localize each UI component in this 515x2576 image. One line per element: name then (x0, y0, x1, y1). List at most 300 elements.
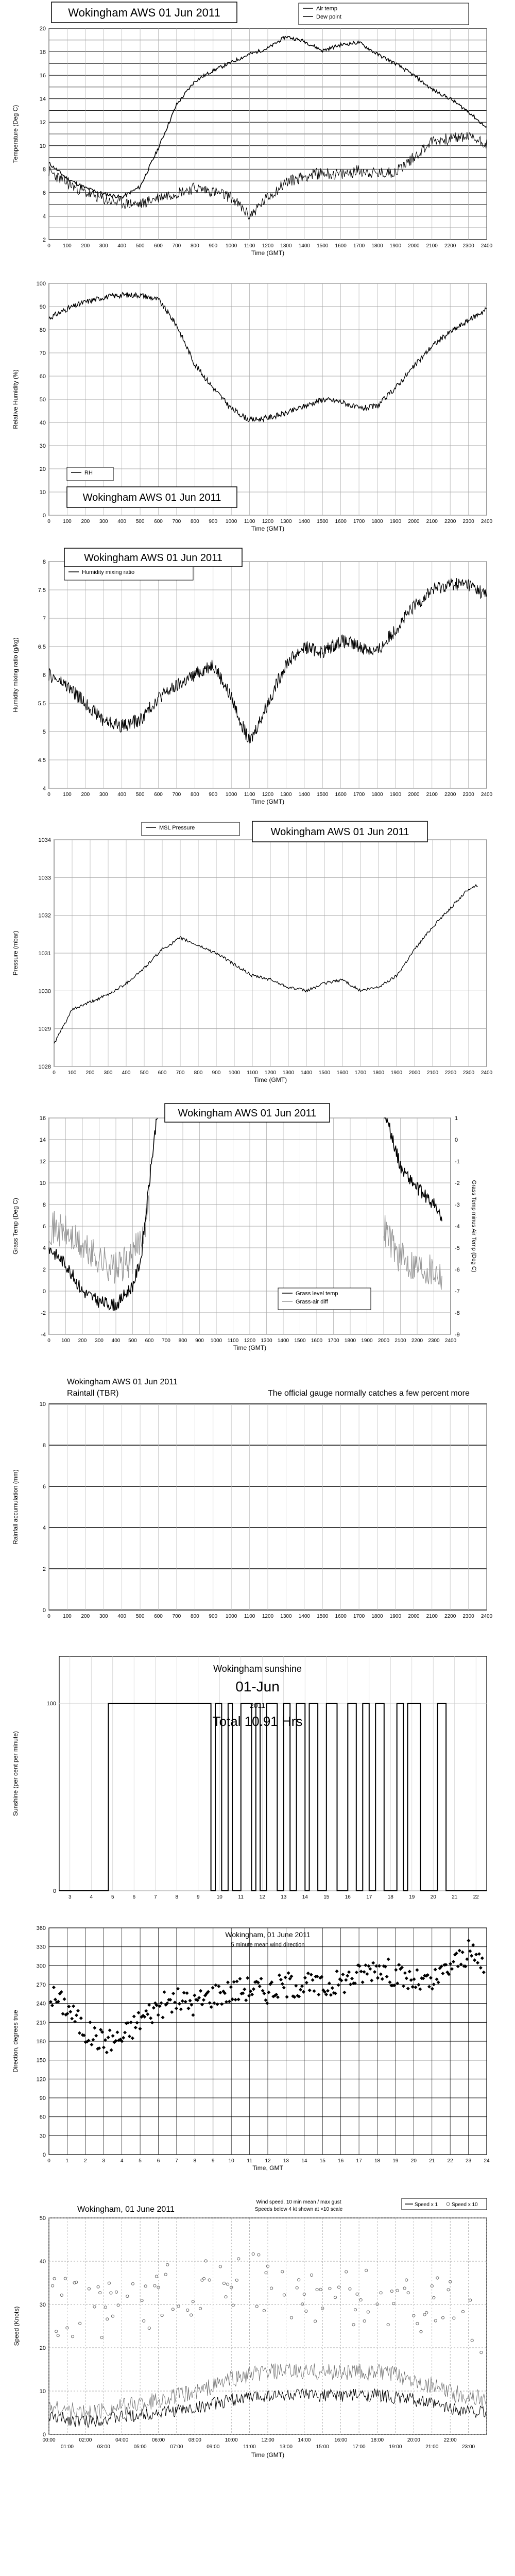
x-axis-label: Time (GMT) (251, 249, 285, 257)
y-tick-label: 8 (42, 1443, 46, 1449)
x-tick-label: 1900 (389, 519, 402, 524)
x-tick-label: 1300 (280, 792, 292, 798)
x-tick-label: 200 (85, 1070, 95, 1076)
x-tick-label: 200 (81, 243, 90, 249)
x-tick-label: 17:00 (352, 2444, 366, 2450)
y-tick-label: 120 (36, 2076, 46, 2083)
y-tick-label: 10 (39, 2388, 46, 2395)
x-tick-label: 19 (392, 2158, 399, 2164)
x-tick-label: 13 (283, 2158, 289, 2164)
x-tick-label: 600 (154, 1614, 163, 1619)
y-tick-label: 16 (39, 73, 46, 79)
x-tick-label: 7 (153, 1894, 157, 1900)
x-tick-label: 500 (135, 792, 145, 798)
x-tick-label: 02:00 (79, 2437, 92, 2443)
y-tick-label: 1031 (38, 951, 51, 957)
y-tick-label: 270 (36, 1982, 46, 1988)
y-tick-label: 90 (39, 304, 46, 310)
chart-title: Wokingham sunshine (213, 1664, 302, 1674)
x-tick-label: 1600 (335, 1614, 347, 1619)
x-tick-label: 2400 (444, 1338, 457, 1344)
x-tick-label: 3 (102, 2158, 106, 2164)
y-tick-label: 2 (42, 1267, 46, 1273)
x-tick-label: 100 (63, 792, 72, 798)
y2-tick-label: -2 (455, 1180, 460, 1187)
x-tick-label: 14 (301, 2158, 307, 2164)
x-tick-label: 1400 (277, 1338, 289, 1344)
y2-tick-label: -4 (455, 1224, 460, 1230)
x-tick-label: 1200 (244, 1338, 256, 1344)
x-tick-label: 700 (172, 243, 181, 249)
x-tick-label: 200 (81, 792, 90, 798)
y-tick-label: 10 (39, 489, 46, 496)
y-tick-label: 40 (39, 2259, 46, 2265)
x-tick-label: 2200 (411, 1338, 423, 1344)
x-tick-label: 0 (47, 2158, 50, 2164)
x-tick-label: 600 (145, 1338, 154, 1344)
y-axis-label: Speed (Knots) (13, 2306, 20, 2346)
temperature-chart-panel (10, 0, 494, 270)
y-tick-label: 7 (42, 616, 46, 622)
chart-subtitle: Wind speed, 10 min mean / max gust (256, 2199, 341, 2205)
x-tick-label: 04:00 (115, 2437, 129, 2443)
y-axis-label: Grass Temp (Deg C) (12, 1198, 19, 1255)
legend-entry: RH (84, 470, 93, 476)
x-tick-label: 1900 (389, 1614, 402, 1619)
x-tick-label: 400 (117, 243, 127, 249)
legend-entry: Grass-air diff (296, 1299, 328, 1305)
x-tick-label: 23 (466, 2158, 472, 2164)
y-tick-label: 7.5 (38, 587, 46, 594)
x-tick-label: 1100 (244, 1614, 255, 1619)
grass-temp-chart (10, 1103, 494, 1368)
x-tick-label: 2 (84, 2158, 87, 2164)
y-axis-label: Sunshine (per cent per minute) (12, 1731, 19, 1816)
x-tick-label: 0 (47, 792, 50, 798)
x-tick-label: 900 (195, 1338, 204, 1344)
y-tick-label: 1029 (38, 1026, 51, 1032)
x-tick-label: 2200 (444, 519, 456, 524)
y-axis-label: Temperature (Deg C) (12, 105, 19, 163)
x-tick-label: 12:00 (261, 2437, 274, 2443)
x-tick-label: 1500 (318, 1070, 331, 1076)
x-tick-label: 2100 (426, 1070, 439, 1076)
x-tick-label: 400 (117, 792, 127, 798)
grass-temp-chart-panel (10, 1103, 494, 1368)
x-tick-label: 2100 (394, 1338, 406, 1344)
y-tick-label: 6.5 (38, 644, 46, 650)
x-tick-label: 1100 (244, 519, 255, 524)
x-tick-label: 0 (53, 1070, 56, 1076)
y2-tick-label: 1 (455, 1115, 458, 1122)
x-tick-label: 2200 (444, 243, 456, 249)
y2-tick-label: -5 (455, 1245, 460, 1251)
x-tick-label: 1100 (247, 1070, 258, 1076)
x-tick-label: 2100 (426, 792, 438, 798)
x-tick-label: 08:00 (188, 2437, 201, 2443)
x-tick-label: 1700 (353, 519, 365, 524)
x-tick-label: 200 (78, 1338, 87, 1344)
x-tick-label: 1500 (317, 243, 329, 249)
y-tick-label: 20 (39, 2345, 46, 2351)
x-tick-label: 9 (196, 1894, 200, 1900)
x-tick-label: 1100 (244, 243, 255, 249)
x-tick-label: 700 (162, 1338, 170, 1344)
x-tick-label: 22:00 (443, 2437, 457, 2443)
x-tick-label: 300 (99, 519, 108, 524)
y-tick-label: 30 (39, 2302, 46, 2308)
x-tick-label: 100 (63, 519, 72, 524)
y-tick-label: 1030 (38, 988, 51, 995)
x-tick-label: 1100 (244, 792, 255, 798)
legend-entry: Humidity mixing ratio (82, 569, 135, 575)
y-tick-label: 10 (39, 1401, 46, 1408)
x-tick-label: 20:00 (407, 2437, 420, 2443)
x-tick-label: 100 (67, 1070, 77, 1076)
x-tick-label: 13:00 (279, 2444, 293, 2450)
x-tick-label: 800 (178, 1338, 187, 1344)
y-tick-label: 0 (42, 2432, 46, 2438)
legend-entry: Dew point (316, 14, 341, 20)
chart-title: Wokingham, 01 June 2011 (225, 1930, 311, 1939)
relative-humidity-chart (10, 276, 494, 546)
x-tick-label: 20 (430, 1894, 436, 1900)
x-tick-label: 1900 (389, 243, 402, 249)
x-tick-label: 2400 (480, 1070, 493, 1076)
x-tick-label: 2000 (408, 1070, 421, 1076)
x-tick-label: 1000 (226, 1614, 237, 1619)
x-tick-label: 16 (338, 2158, 344, 2164)
y-tick-label: 14 (39, 96, 46, 103)
x-tick-label: 100 (63, 243, 72, 249)
chart-year: 2011 (249, 1701, 266, 1709)
y-tick-label: 8 (42, 1202, 46, 1208)
x-tick-label: 500 (128, 1338, 137, 1344)
x-tick-label: 600 (154, 243, 163, 249)
x-tick-label: 1000 (226, 792, 237, 798)
x-tick-label: 1 (65, 2158, 69, 2164)
y-tick-label: 4.5 (38, 757, 46, 764)
x-tick-label: 11 (247, 2158, 252, 2164)
x-tick-label: 18 (374, 2158, 381, 2164)
chart-date: 01-Jun (235, 1679, 280, 1694)
x-tick-label: 1600 (335, 792, 347, 798)
y2-axis-label: Grass Temp minus Air Temp (Deg C) (471, 1180, 477, 1273)
y-tick-label: 210 (36, 2020, 46, 2026)
x-tick-label: 2400 (480, 1614, 493, 1619)
x-tick-label: 6 (132, 1894, 136, 1900)
x-tick-label: 01:00 (60, 2444, 74, 2450)
x-tick-label: 1700 (353, 792, 365, 798)
x-tick-label: 1400 (298, 1614, 310, 1619)
x-tick-label: 700 (172, 519, 181, 524)
y-tick-label: 12 (39, 1159, 46, 1165)
x-tick-label: 800 (194, 1070, 203, 1076)
y-tick-label: 300 (36, 1963, 46, 1970)
x-tick-label: 4 (90, 1894, 93, 1900)
x-tick-label: 21 (429, 2158, 435, 2164)
x-tick-label: 22 (473, 1894, 479, 1900)
y-tick-label: 30 (39, 443, 46, 449)
x-tick-label: 16:00 (334, 2437, 348, 2443)
y-tick-label: 0 (42, 1289, 46, 1295)
chart-title: Wokingham AWS 01 Jun 2011 (84, 552, 222, 564)
y-tick-label: 4 (42, 1245, 46, 1251)
x-tick-label: 18 (387, 1894, 393, 1900)
y-axis-label: Relative Humidity (%) (12, 369, 19, 429)
legend-entry: Air temp (316, 6, 337, 12)
x-tick-label: 2200 (444, 792, 456, 798)
chart-subtitle-2: Speeds below 4 kt shown at ×10 scale (254, 2207, 343, 2212)
x-axis-label: Time (GMT) (251, 2451, 285, 2459)
y-tick-label: 100 (36, 281, 46, 287)
y-tick-label: 0 (42, 2152, 46, 2158)
x-axis-label: Time, GMT (252, 2164, 283, 2172)
x-tick-label: 1500 (317, 1614, 329, 1619)
x-tick-label: 700 (176, 1070, 185, 1076)
legend-entry: Speed x 1 (415, 2202, 438, 2208)
x-tick-label: 17 (356, 2158, 362, 2164)
y-tick-label: 5.5 (38, 701, 46, 707)
x-tick-label: 1700 (353, 243, 365, 249)
x-tick-label: 1900 (361, 1338, 373, 1344)
x-tick-label: 300 (99, 1614, 108, 1619)
x-tick-label: 12 (265, 2158, 271, 2164)
y-tick-label: 14 (39, 1137, 46, 1143)
x-tick-label: 800 (190, 519, 199, 524)
x-tick-label: 1300 (261, 1338, 272, 1344)
x-tick-label: 600 (158, 1070, 167, 1076)
y-tick-label: 8 (42, 166, 46, 173)
legend-entry: Grass level temp (296, 1291, 338, 1297)
x-tick-label: 300 (99, 792, 108, 798)
x-tick-label: 1400 (300, 1070, 313, 1076)
x-tick-label: 16 (345, 1894, 351, 1900)
x-tick-label: 1300 (280, 243, 292, 249)
x-tick-label: 400 (117, 519, 127, 524)
x-tick-label: 03:00 (97, 2444, 110, 2450)
sunshine-chart-panel (10, 1651, 494, 1917)
pressure-chart (10, 819, 494, 1092)
y2-tick-label: -7 (455, 1289, 460, 1295)
x-tick-label: 10 (216, 1894, 222, 1900)
x-tick-label: 200 (81, 1614, 90, 1619)
x-tick-label: 1500 (317, 519, 329, 524)
x-tick-label: 2000 (408, 792, 420, 798)
y2-tick-label: -3 (455, 1202, 460, 1208)
x-tick-label: 2300 (462, 243, 474, 249)
x-tick-label: 1000 (228, 1070, 241, 1076)
y-tick-label: 0 (42, 1607, 46, 1614)
rainfall-chart (10, 1373, 494, 1646)
x-tick-label: 5 (139, 2158, 142, 2164)
x-tick-label: 2000 (377, 1338, 390, 1344)
x-tick-label: 1700 (328, 1338, 339, 1344)
y-tick-label: 1033 (38, 875, 51, 882)
legend-entry: Speed x 10 (452, 2202, 478, 2208)
x-tick-label: 800 (190, 243, 199, 249)
x-tick-label: 13 (281, 1894, 287, 1900)
x-tick-label: 19 (409, 1894, 415, 1900)
y-tick-label: 60 (39, 2114, 46, 2121)
x-tick-label: 6 (157, 2158, 160, 2164)
x-tick-label: 8 (175, 1894, 179, 1900)
x-axis-label: Time (GMT) (251, 525, 285, 532)
x-tick-label: 2100 (426, 519, 438, 524)
temperature-chart (10, 0, 494, 270)
y-tick-label: 10 (39, 143, 46, 149)
x-tick-label: 500 (135, 1614, 145, 1619)
x-tick-label: 00:00 (42, 2437, 56, 2443)
x-tick-label: 24 (484, 2158, 490, 2164)
x-axis-label: Time (GMT) (251, 798, 285, 805)
legend-entry: MSL Pressure (159, 825, 195, 831)
x-tick-label: 800 (190, 792, 199, 798)
x-tick-label: 15 (319, 2158, 325, 2164)
x-tick-label: 1300 (280, 1614, 292, 1619)
x-tick-label: 11 (238, 1894, 244, 1900)
x-tick-label: 700 (172, 792, 181, 798)
wind-direction-chart-panel (10, 1922, 494, 2190)
y-tick-label: 20 (39, 26, 46, 32)
chart-subtitle: 5 minute mean wind direction (231, 1942, 305, 1948)
y-axis-label: Rainfall accumulation (mm) (12, 1469, 19, 1545)
x-tick-label: 1900 (389, 792, 402, 798)
x-tick-label: 2300 (462, 792, 474, 798)
y-tick-label: 1034 (38, 837, 51, 843)
y-tick-label: 10 (39, 1180, 46, 1187)
x-tick-label: 2300 (462, 1070, 475, 1076)
x-tick-label: 1200 (262, 792, 274, 798)
x-tick-label: 0 (47, 1338, 50, 1344)
x-tick-label: 1700 (353, 1614, 365, 1619)
y-tick-label: 150 (36, 2057, 46, 2064)
x-tick-label: 1200 (264, 1070, 277, 1076)
x-tick-label: 2400 (480, 792, 493, 798)
y-tick-label: 6 (42, 1484, 46, 1490)
y-tick-label: 18 (39, 49, 46, 56)
x-tick-label: 100 (63, 1614, 72, 1619)
x-tick-label: 0 (47, 1614, 50, 1619)
x-tick-label: 14:00 (298, 2437, 311, 2443)
y-tick-label: -2 (41, 1310, 46, 1316)
x-tick-label: 400 (111, 1338, 121, 1344)
y-tick-label: 330 (36, 1944, 46, 1951)
y-tick-label: 0 (42, 513, 46, 519)
x-tick-label: 18:00 (370, 2437, 384, 2443)
y-tick-label: 4 (42, 1525, 46, 1531)
x-tick-label: 17 (366, 1894, 372, 1900)
y-tick-label: 2 (42, 1566, 46, 1572)
x-tick-label: 2100 (426, 243, 438, 249)
x-tick-label: 14 (302, 1894, 308, 1900)
rainfall-chart-panel (10, 1373, 494, 1646)
y-tick-label: 100 (46, 1701, 56, 1707)
y2-tick-label: 0 (455, 1137, 458, 1143)
chart-title: Wokingham, 01 June 2011 (77, 2205, 175, 2214)
x-tick-label: 900 (209, 1614, 218, 1619)
chart-subtitle: Raintall (TBR) (67, 1389, 119, 1398)
y-axis-label: Pressure (mbar) (12, 930, 19, 976)
x-tick-label: 1800 (372, 1070, 385, 1076)
x-tick-label: 300 (95, 1338, 104, 1344)
y-tick-label: 2 (42, 237, 46, 243)
x-tick-label: 3 (68, 1894, 72, 1900)
chart-total: Total 10.91 Hrs (212, 1714, 303, 1729)
y-tick-label: 70 (39, 350, 46, 357)
y-tick-label: 5 (42, 729, 46, 735)
x-tick-label: 1800 (344, 1338, 356, 1344)
y-tick-label: 90 (39, 2095, 46, 2102)
x-tick-label: 11:00 (243, 2444, 256, 2450)
y-tick-label: 20 (39, 466, 46, 472)
x-tick-label: 06:00 (151, 2437, 165, 2443)
y-axis-label: Humidity mixing ratio (g/kg) (12, 637, 19, 713)
y-tick-label: 0 (53, 1888, 56, 1894)
y-tick-label: 1032 (38, 912, 51, 919)
relative-humidity-chart-panel (10, 276, 494, 546)
y2-tick-label: -8 (455, 1310, 460, 1316)
x-tick-label: 500 (135, 519, 145, 524)
x-tick-label: 300 (99, 243, 108, 249)
x-tick-label: 19:00 (389, 2444, 402, 2450)
y2-tick-label: -9 (455, 1332, 460, 1338)
chart-title: Wokingham AWS 01 Jun 2011 (67, 1378, 178, 1386)
y-tick-label: 50 (39, 2215, 46, 2222)
y-tick-label: 6 (42, 1224, 46, 1230)
x-tick-label: 07:00 (170, 2444, 183, 2450)
x-tick-label: 900 (209, 243, 218, 249)
x-tick-label: 200 (81, 519, 90, 524)
x-tick-label: 21:00 (425, 2444, 439, 2450)
x-tick-label: 400 (117, 1614, 127, 1619)
x-tick-label: 400 (122, 1070, 131, 1076)
x-tick-label: 1800 (371, 792, 383, 798)
y-tick-label: 16 (39, 1115, 46, 1122)
x-tick-label: 1100 (227, 1338, 239, 1344)
x-tick-label: 1500 (317, 792, 329, 798)
y-tick-label: 1028 (38, 1064, 51, 1070)
y-tick-label: 60 (39, 374, 46, 380)
x-tick-label: 1600 (335, 519, 347, 524)
x-tick-label: 8 (193, 2158, 197, 2164)
x-tick-label: 2300 (462, 1614, 474, 1619)
chart-note: The official gauge normally catches a few percent more (268, 1389, 470, 1398)
x-tick-label: 9 (211, 2158, 215, 2164)
x-tick-label: 1200 (262, 1614, 274, 1619)
y-tick-label: 4 (42, 786, 46, 792)
x-tick-label: 2000 (408, 519, 420, 524)
humidity-mixing-ratio-chart (10, 546, 494, 819)
y-tick-label: 40 (39, 420, 46, 426)
x-tick-label: 700 (172, 1614, 181, 1619)
x-tick-label: 1800 (371, 243, 383, 249)
x-tick-label: 500 (135, 243, 145, 249)
x-tick-label: 1700 (354, 1070, 367, 1076)
x-tick-label: 1500 (294, 1338, 306, 1344)
x-tick-label: 2300 (428, 1338, 440, 1344)
x-tick-label: 15 (323, 1894, 330, 1900)
x-tick-label: 1600 (335, 243, 347, 249)
x-tick-label: 09:00 (207, 2444, 220, 2450)
x-tick-label: 2000 (408, 243, 420, 249)
x-tick-label: 1300 (282, 1070, 295, 1076)
y-tick-label: 12 (39, 120, 46, 126)
x-tick-label: 10 (228, 2158, 234, 2164)
y-tick-label: 6 (42, 672, 46, 679)
x-tick-label: 1600 (311, 1338, 323, 1344)
y-tick-label: 4 (42, 213, 46, 220)
